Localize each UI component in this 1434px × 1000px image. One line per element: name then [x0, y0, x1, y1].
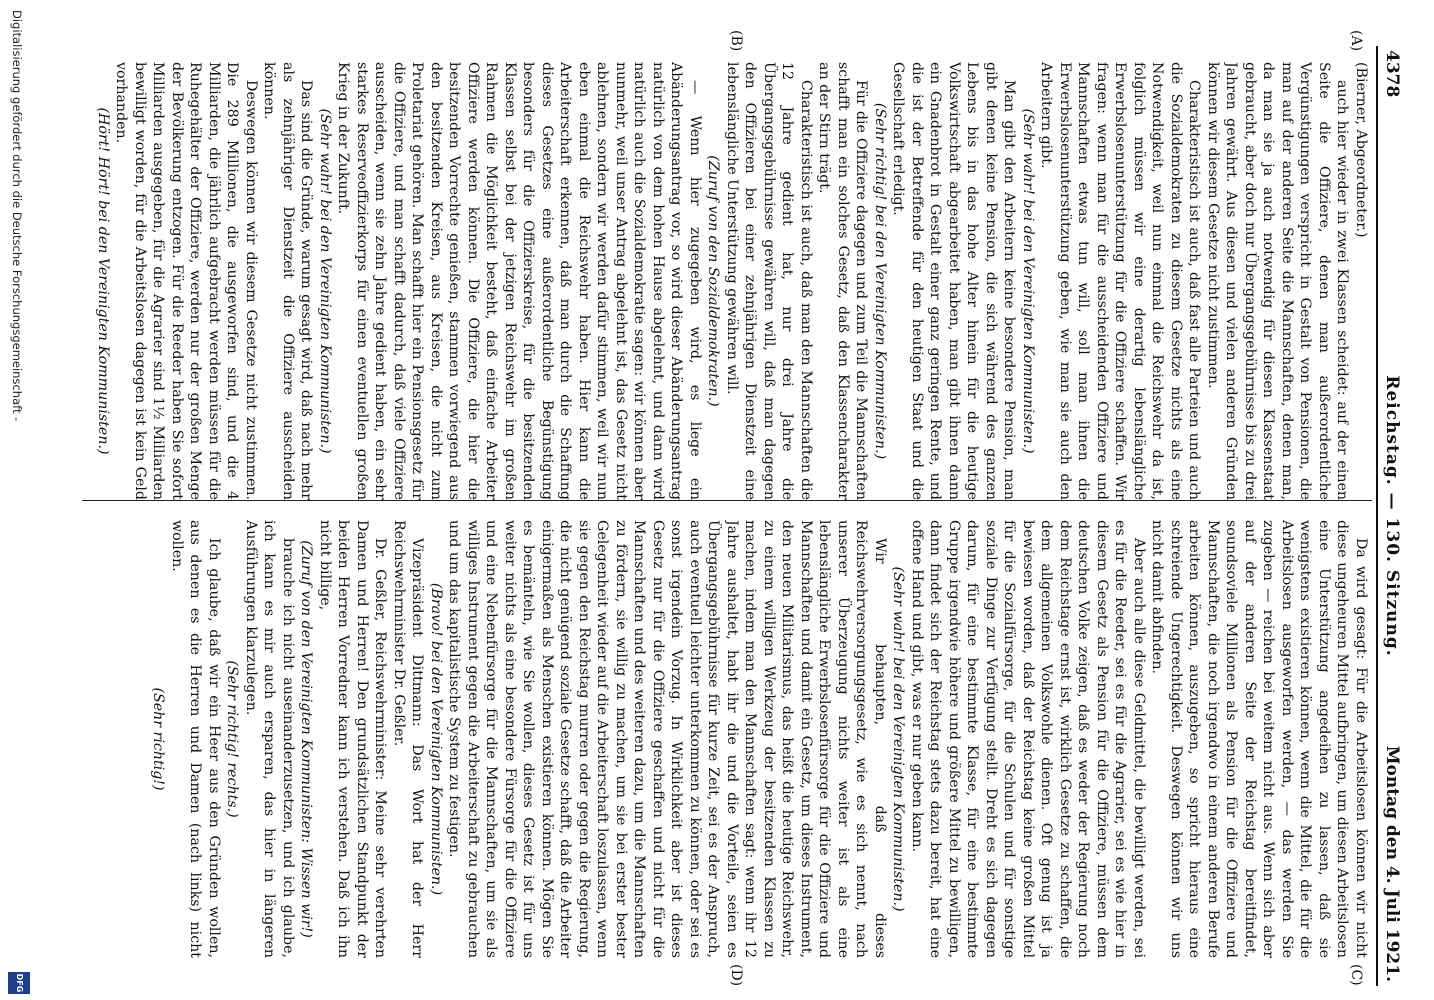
- interjection: (Zuruf von den Vereinigten Kommunisten: Wissen wir!): [298, 540, 315, 938]
- page-header: [1376, 46, 1404, 986]
- interjection: (Sehr wahr! bei den Vereinigten Kommunisten.): [890, 566, 907, 912]
- paragraph: Dr. Geßler, Reichswehrminister: Meine sehr verehrten Damen und Herren! Den grundsätzlichen Standpunkt der beiden Herren Vorredner kann ich verstehen. Daß ich ihn nicht billige,: [317, 520, 389, 958]
- interjection: (Zuruf von den Sozialdemokraten.): [705, 155, 722, 407]
- paragraph: Deswegen können wir diesem Gesetze nicht zustimmen. Die 289 Millionen, die ausgeworfen sind, und die 4 Milliarden, die jährlich aufgebracht werden müssen für die Ruhegehälter der Offiziere, werden nur der großen Menge der Bevölkerung entzogen. Für die Reeder haben Sie sofort Milliarden ausgegeben, für die Agrarier sind 1½ Milliarden bewilligt worden, für die Arbeitslosen dagegen ist kein Geld vorhanden.: [113, 62, 259, 500]
- digitization-credit: Digitalisierung gefördert durch die Deutsche Forschungsgemeinschaft -: [10, 10, 24, 422]
- paragraph: auch hier wieder in zwei Klassen scheidet: auf der einen Seite die Offiziere, denen man außerordentliche Vergünstigungen verspricht in Gestalt von Pensionen, die man auf der anderen Seite die Mannschaften, denen man, da man sie ja auch notwendig für diesen Klassenstaat gebraucht, aber doch nur Übergangsgebührnisse bis zu drei Jahren gewährt. Aus diesen und vielen anderen Gründen können wir diesem Gesetze nicht zustimmen.: [1205, 62, 1351, 500]
- margin-mark-d: (D): [728, 964, 744, 987]
- right-column: [70, 520, 1370, 958]
- interjection: (Sehr richtig!): [150, 687, 167, 791]
- paragraph: Wir behaupten, daß dieses Reichswehrversorgungsgesetz, wie es sich nennt, nach unserer Überzeugung nichts weiter ist als eine lebenslängliche Erwerbslosenfürsorge für die Offiziere und Mannschaften und damit ein Gesetz, um dieses Instrument, den neuen Militarismus, das heißt die heutige Reichswehr, zu einem willigen Werkzeug der besitzenden Klassen zu machen, indem man den Mannschaften sagt: wenn ihr 12 Jahre aushaltet, habt ihr die und die Vorteile, seien es Übergangsgebührnisse für kurze Zeit, sei es der Anspruch, auch eventuell leichter unterkommen zu können, oder sei es sonst irgendein Vorzug. In Wirklichkeit aber ist dieses Gesetz nur für die Offiziere geschaffen und nicht für die Mannschaften und des weiteren dazu, um die Mannschaften zu fördern, sie willig zu machen, um sie bei erster bester Gelegenheit wieder auf die Arbeiterschaft loszulassen, wenn sie gegen den Reichstag murren oder gegen die Regierung, die nicht genügend soziale Gesetze schafft, daß die Arbeiter einigermaßen als Menschen existieren können. Mögen Sie es bemänteln, wie Sie wollen, dieses Gesetz ist für uns weiter nichts als eine besondere Fürsorge für die Offiziere und eine Nebenfürsorge für die Mannschaften, um sie als williges Instrument gegen die Arbeiterschaft zu gebrauchen und um das kapitalistische System zu festigen.: [446, 520, 888, 958]
- paragraph: — Wenn hier zugegeben wird, es liege ein Abänderungsantrag vor, so wird dieser Abänderungsantrag natürlich von dem hohen Hause abgelehnt, und dann wird natürlich auch die Sozialdemokratie sagen: wir können aber nunmehr, weil unser Antrag abgelehnt ist, das Gesetz nicht ablehnen, sondern wir werden dafür stimmen, weil wir nun eben einmal die Reichswehr haben. Hier kann die Arbeiterschaft erkennen, daß man durch die Schaffung dieses Gesetzes eine außerordentliche Begünstigung besonders für die Offizierskreise, für die besitzenden Klassen selbst bei der jetzigen Reichswehr im großen Rahmen die Möglichkeit besteht, daß einfache Arbeiter Offiziere werden können. Die Offiziere, die hier die besitzenden Vorrechte genießen, stammen vorwiegend aus den besitzenden Kreisen, aus Kreisen, die nicht zum Proletariat gehören. Man schafft hier ein Pensionsgesetz für die Offiziere, und man schafft dadurch, daß viele Offiziere ausscheiden, wenn sie zehn Jahre gedient haben, ein sehr starkes Reserveoffizierkorps für einen eventuellen großen Krieg in der Zukunft.: [335, 62, 703, 500]
- interjection: (Sehr richtig! bei den Vereinigten Kommunisten.): [872, 102, 888, 460]
- dfg-logo: DFG: [8, 972, 30, 994]
- paragraph: Man gibt den Arbeitern keine besondere Pension, man gibt denen keine Pension, die sich während des ganzen Lebens bis in das hohe Alter hinein für die heutige Volkswirtschaft abgearbeitet haben, man gibt ihnen dann ein Gnadenbrot in Gestalt einer ganz geringen Rente, und die ist der Betreffende für den heutigen Staat und die Gesellschaft erledigt.: [890, 62, 1018, 500]
- page-number: 4378: [1382, 50, 1402, 98]
- margin-mark-a: (A): [1348, 30, 1364, 52]
- paragraph: Da wird gesagt: Für die Arbeitslosen können wir nicht diese ungeheuren Mittel aufbringen, um diesen Arbeitslosen eine Unterstützung angedeihen zu lassen, daß sie wenigstens existieren können, wenn die Mittel, die für die Arbeitslosen ausgeworfen werden, — das werden Sie zugeben — reichen bei weitem nicht aus. Wenn sich aber auf der anderen Seite der Reichstag bereitfindet, soundsoviele Millionen als Pension für die Offiziere und Mannschaften, die noch irgendwo in einem anderen Berufe arbeiten können, auszugeben, so spricht hieraus eine schreiende Ungerechtigkeit. Deswegen können wir uns nicht damit abfinden.: [1149, 520, 1369, 958]
- paragraph: Charakteristisch ist auch, daß fast alle Parteien und auch die Sozialdemokraten zu diesem Gesetze nichts als eine Notwendigkeit, weil nun einmal die Reichswehr da ist, folglich müssen wir eine derartig lebenslängliche Erwerbslosenunterstützung für die Offiziere schaffen. Wir fragen: wenn man für die ausscheidenden Offiziere und Mannschaften etwas tun will, soll man ihnen die Erwerbslosenunterstützung geben, wie man sie auch den Arbeitern gibt.: [1038, 62, 1203, 500]
- session-date: Montag den 4. Juli 1921.: [1382, 745, 1402, 982]
- paragraph: (Bierner, Abgeordneter.): [1353, 62, 1369, 238]
- paragraph: Das sind die Gründe, warum gesagt wird, daß nach mehr als zehnjähriger Dienstzeit die Offiziere ausscheiden können.: [261, 62, 315, 500]
- interjection: (Sehr wahr! bei den Vereinigten Kommunisten.): [1020, 108, 1036, 454]
- paragraph: brauche ich nicht auseinanderzusetzen, und ich glaube, ich kann es mir auch ersparen, das hier in längeren Ausführungen klarzulegen.: [243, 520, 296, 958]
- paragraph: Charakteristisch ist auch, daß man den Mannschaften die 12 Jahre gedient hat, nur drei Jahre die Übergangsgebührnisse gewähren will, daß man dagegen den Offizieren bei einer zehnjährigen Dienstzeit eine lebenslängliche Unterstützung gewähren will.: [724, 62, 814, 500]
- session-title: Reichstag. — 130. Sitzung.: [1382, 375, 1402, 657]
- interjection: (Hört! Hört! bei den Vereinigten Kommunisten.): [95, 107, 111, 455]
- paragraph: Vizepräsident Dittmann: Das Wort hat der Herr Reichswehrminister Dr. Geßler.: [391, 520, 426, 958]
- margin-mark-c: (C): [1348, 964, 1364, 986]
- paragraph: Aber auch alle diese Geldmittel, die bewilligt werden, sei es für die Reeder, sei es für die Agrarier, sei es wie hier in diesem Gesetz als Pension für die Offiziere, müssen dem deutschen Volke zeigen, daß es weder der Regierung noch dem Reichstage ernst ist, wirklich Gesetze zu schaffen, die dem allgemeinen Volkswohle dienen. Oft genug ist ja bewiesen worden, daß der Reichstag keine großen Mittel für die Sozialfürsorge, für die Schulen und für sonstige soziale Dinge zur Verfügung stellt. Dreht es sich dagegen darum, für eine bestimmte Klasse, für eine bestimmte Gruppe irgendwie höhere und größere Mittel zu bewilligen, dann findet sich der Reichstag stets dazu bereit, hat eine offene Hand und gibt, was er nur geben kann.: [909, 520, 1147, 958]
- paragraph: Ich glaube, daß wir ein Heer aus den Gründen wollen, aus denen es die Herren und Damen (nach links) nicht wollen.: [169, 520, 222, 958]
- interjection: (Sehr wahr! bei den Vereinigten Kommunisten.): [317, 108, 333, 454]
- interjection: (Sehr richtig! rechts.): [224, 660, 241, 818]
- paragraph: Für die Offiziere dagegen und zum Teil die Mannschaften schafft man ein solches Gesetz, daß den Klassencharakter an der Stirn trägt.: [816, 62, 870, 500]
- margin-mark-b: (B): [728, 30, 744, 52]
- interjection: (Bravo! bei den Vereinigten Kommunisten.): [428, 582, 444, 896]
- column-divider: [82, 500, 1372, 501]
- left-column: [70, 62, 1370, 500]
